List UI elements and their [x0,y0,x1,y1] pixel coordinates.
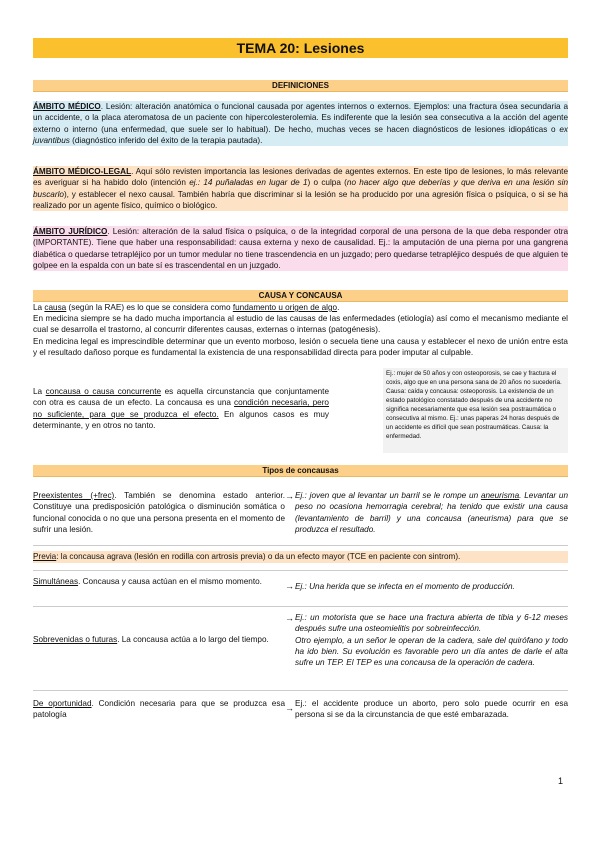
causa-p1-a: La [33,303,45,312]
divider [33,545,568,546]
concausa-p4-a: La [33,387,46,396]
concausa-sobrevenidas-row [33,612,568,686]
section-heading-definiciones: DEFINICIONES [33,80,568,92]
concausa-preexistentes-row [33,490,568,540]
arrow-icon: → [285,581,294,591]
ambito-medico-label: ÁMBITO MÉDICO [33,102,101,111]
simultaneas-label: Simultáneas [33,577,79,586]
concausa-condicion: condición necesaria, pero no suficiente, para que se produzca el efecto. [33,398,329,419]
arrow-icon: → [285,703,294,713]
arrow-icon: → [285,613,294,623]
simultaneas-text: . Concausa y causa actúan en el mismo momento. [78,577,262,586]
concausa-simultaneas-row [33,576,568,602]
concausa-p4-b: es aquella circunstancia que conjuntamente con otra es causa de un efecto. La concausa es una [33,387,329,408]
ambito-juridico-label: ÁMBITO JURÍDICO [33,227,108,236]
sobrevenidas-example-2: Otro ejemplo, a un señor le operan de la cadera, sale del quirófano y todo ha ido bien. Su evolución es favorable pero un día antes de darle el alta sufre un TEP. El TEP es una concausa de la operación de cadera. [295,635,568,668]
example-note-box: Ej.: mujer de 50 años y con osteoporosis, se cae y fractura el coxis, algo que en una persona sana de 20 años no sucedería. Causa: caída y concausa: osteoporosis. La existencia de un estado patológico constatado después de una accidente no significa necesariamente que esa lesión sea postraumática o consecutiva al mismo. Ej.: unas paperas 24 horas después de un accidente es difícil que sean postraumáticas. Causa: la enfermedad. [383,368,568,453]
ambito-juridico-text: . Lesión: alteración de la salud física o psíquica, o de la integridad corporal de una persona de la que deba responder otra (IMPORTANTE). Tiene que haber una responsabilidad: causa externa y nexo de causalidad. Ej.: la amputación de una pierna por una gangrena diabética o quedarse tetrapléjico por un tumor medular no tiene trascendencia en un juzgado; pero quedarse tetrapléjico después de que alguien te golpee en la espalda con un bate sí es trascendental en un juzgado. [33,227,568,270]
ambito-legal-text2: ) o culpa ( [307,178,347,188]
ambito-medico-tail: (diagnóstico inferido del éxito de la terapia pautada). [69,135,263,145]
paragraph-causa-medicina-legal: En medicina legal es imprescindible determinar que un evento morboso, lesión o secuela tiene una causa y establecer el nexo de unión entre esta y el resultado dañoso porque es fundamental la existencia de una responsabilidad directa para poder imputar al culpable. [33,337,568,358]
causa-term: causa [44,303,67,312]
paragraph-concausa [33,386,329,431]
ambito-legal-italic2: no hacer algo que deberías y que deriva en una lesión sin buscarlo [33,178,568,199]
previa-text: : la concausa agrava (lesión en rodilla con artrosis previa) o da un efecto mayor (TCE en paciente con sintrom). [56,552,461,561]
paragraph-ambito-juridico [33,226,568,271]
preexistentes-description [33,490,285,535]
sobrevenidas-examples [295,612,568,669]
sobrevenidas-description [33,634,285,645]
divider [33,690,568,691]
section-heading-causa: CAUSA Y CONCAUSA [33,290,568,302]
arrow-icon: → [285,491,294,501]
simultaneas-description [33,576,285,587]
paragraph-causa-definicion [33,302,568,313]
causa-p1-b: (según la RAE) es lo que se considera como [66,303,233,312]
causa-p1-c: . [337,303,340,312]
sobrevenidas-example-1: Ej.: un motorista que se hace una fractura abierta de tibia y 6-12 meses después sufre una osteomielitis por sobreinfección. [295,613,568,634]
sobrevenidas-text: . La concausa actúa a lo largo del tiempo. [117,635,269,644]
concausa-previa-row [33,551,568,563]
ambito-legal-text3: ), y establecer el nexo causal. También habría que discriminar si la lesión se ha producido por una agresión física o psíquica, o si se ha realizado por un agente físico, químico o biológico. [33,189,568,210]
preexistentes-example [295,490,568,535]
preexistentes-text: . También se denomina estado anterior. Constituye una predisposición patológica o disminución somática o funcional conocida o no que una persona presenta en el momento de sufrir una lesión. [33,491,285,534]
divider [33,606,568,607]
oportunidad-text: . Condición necesaria para que se produzca esa patología [33,699,285,720]
oportunidad-label: De oportunidad [33,699,92,708]
ambito-legal-italic1: ej.: 14 puñaladas en lugar de 1 [189,178,308,188]
preexistentes-label: Preexistentes (+frec) [33,491,115,500]
page-title: TEMA 20: Lesiones [33,38,568,58]
divider [33,570,568,571]
concausa-p4-c: En algunos casos es muy determinante, y en otros no tanto. [33,409,329,430]
sobrevenidas-label: Sobrevenidas o futuras [33,635,118,644]
paragraph-ambito-medico-legal [33,166,568,211]
section-heading-tipos: Tipos de concausas [33,465,568,477]
concausa-oportunidad-row [33,698,568,724]
ambito-medico-text: . Lesión: alteración anatómica o funcional causada por agentes internos o externos. Ejemplos: una fractura ósea secundaria a un accidente, o la placa ateromatosa de un paciente con hipercolesterolemia. Es indiferente que la lesión sea consecutiva a la acción del agente externo o interno (una enfermedad, que suele ser lo habitual). De hecho, muchas veces se hacen diagnósticos de lesiones idiopáticas o [33,102,568,134]
ambito-legal-text1: . Aquí sólo revisten importancia las lesiones derivadas de agentes externos. En este tipo de lesiones, lo más relevante es averiguar si ha habido dolo (intención [33,167,568,188]
preexistentes-example-aneurisma: aneurisma [480,491,520,500]
concausa-term: concausa o causa concurrente [45,387,162,396]
oportunidad-example: Ej.: el accidente produce un aborto, pero solo puede ocurrir en esa persona si se da la circunstancia de que esté embarazada. [295,699,568,720]
oportunidad-description [33,698,285,721]
paragraph-causa-medicina: En medicina siempre se ha dado mucha importancia al estudio de las causas de las enfermedades (etiología) así como el mecanismo mediante el cual se desarrolla el trastorno, al concurrir diferentes causas, externas o internas (patogénesis). [33,314,568,335]
causa-fundamento: fundamento u origen de algo [232,303,338,312]
ambito-legal-label: ÁMBITO MÉDICO-LEGAL [33,167,132,176]
simultaneas-example: Ej.: Una herida que se infecta en el momento de producción. [295,582,515,591]
paragraph-ambito-medico [33,101,568,146]
page-number: 1 [557,776,563,786]
ambito-medico-italic: ex juvantibus [33,124,568,145]
preexistentes-example-a: Ej.: joven que al levantar un barril se le rompe un [295,491,481,500]
previa-label: Previa [33,552,57,561]
preexistentes-example-b: . Levantar un peso no ocasiona hemorragia cerebral; ha tenido que existir una causa (levantamiento de barril) y una concausa (aneurisma) para que se produzca el resultado. [295,491,569,534]
